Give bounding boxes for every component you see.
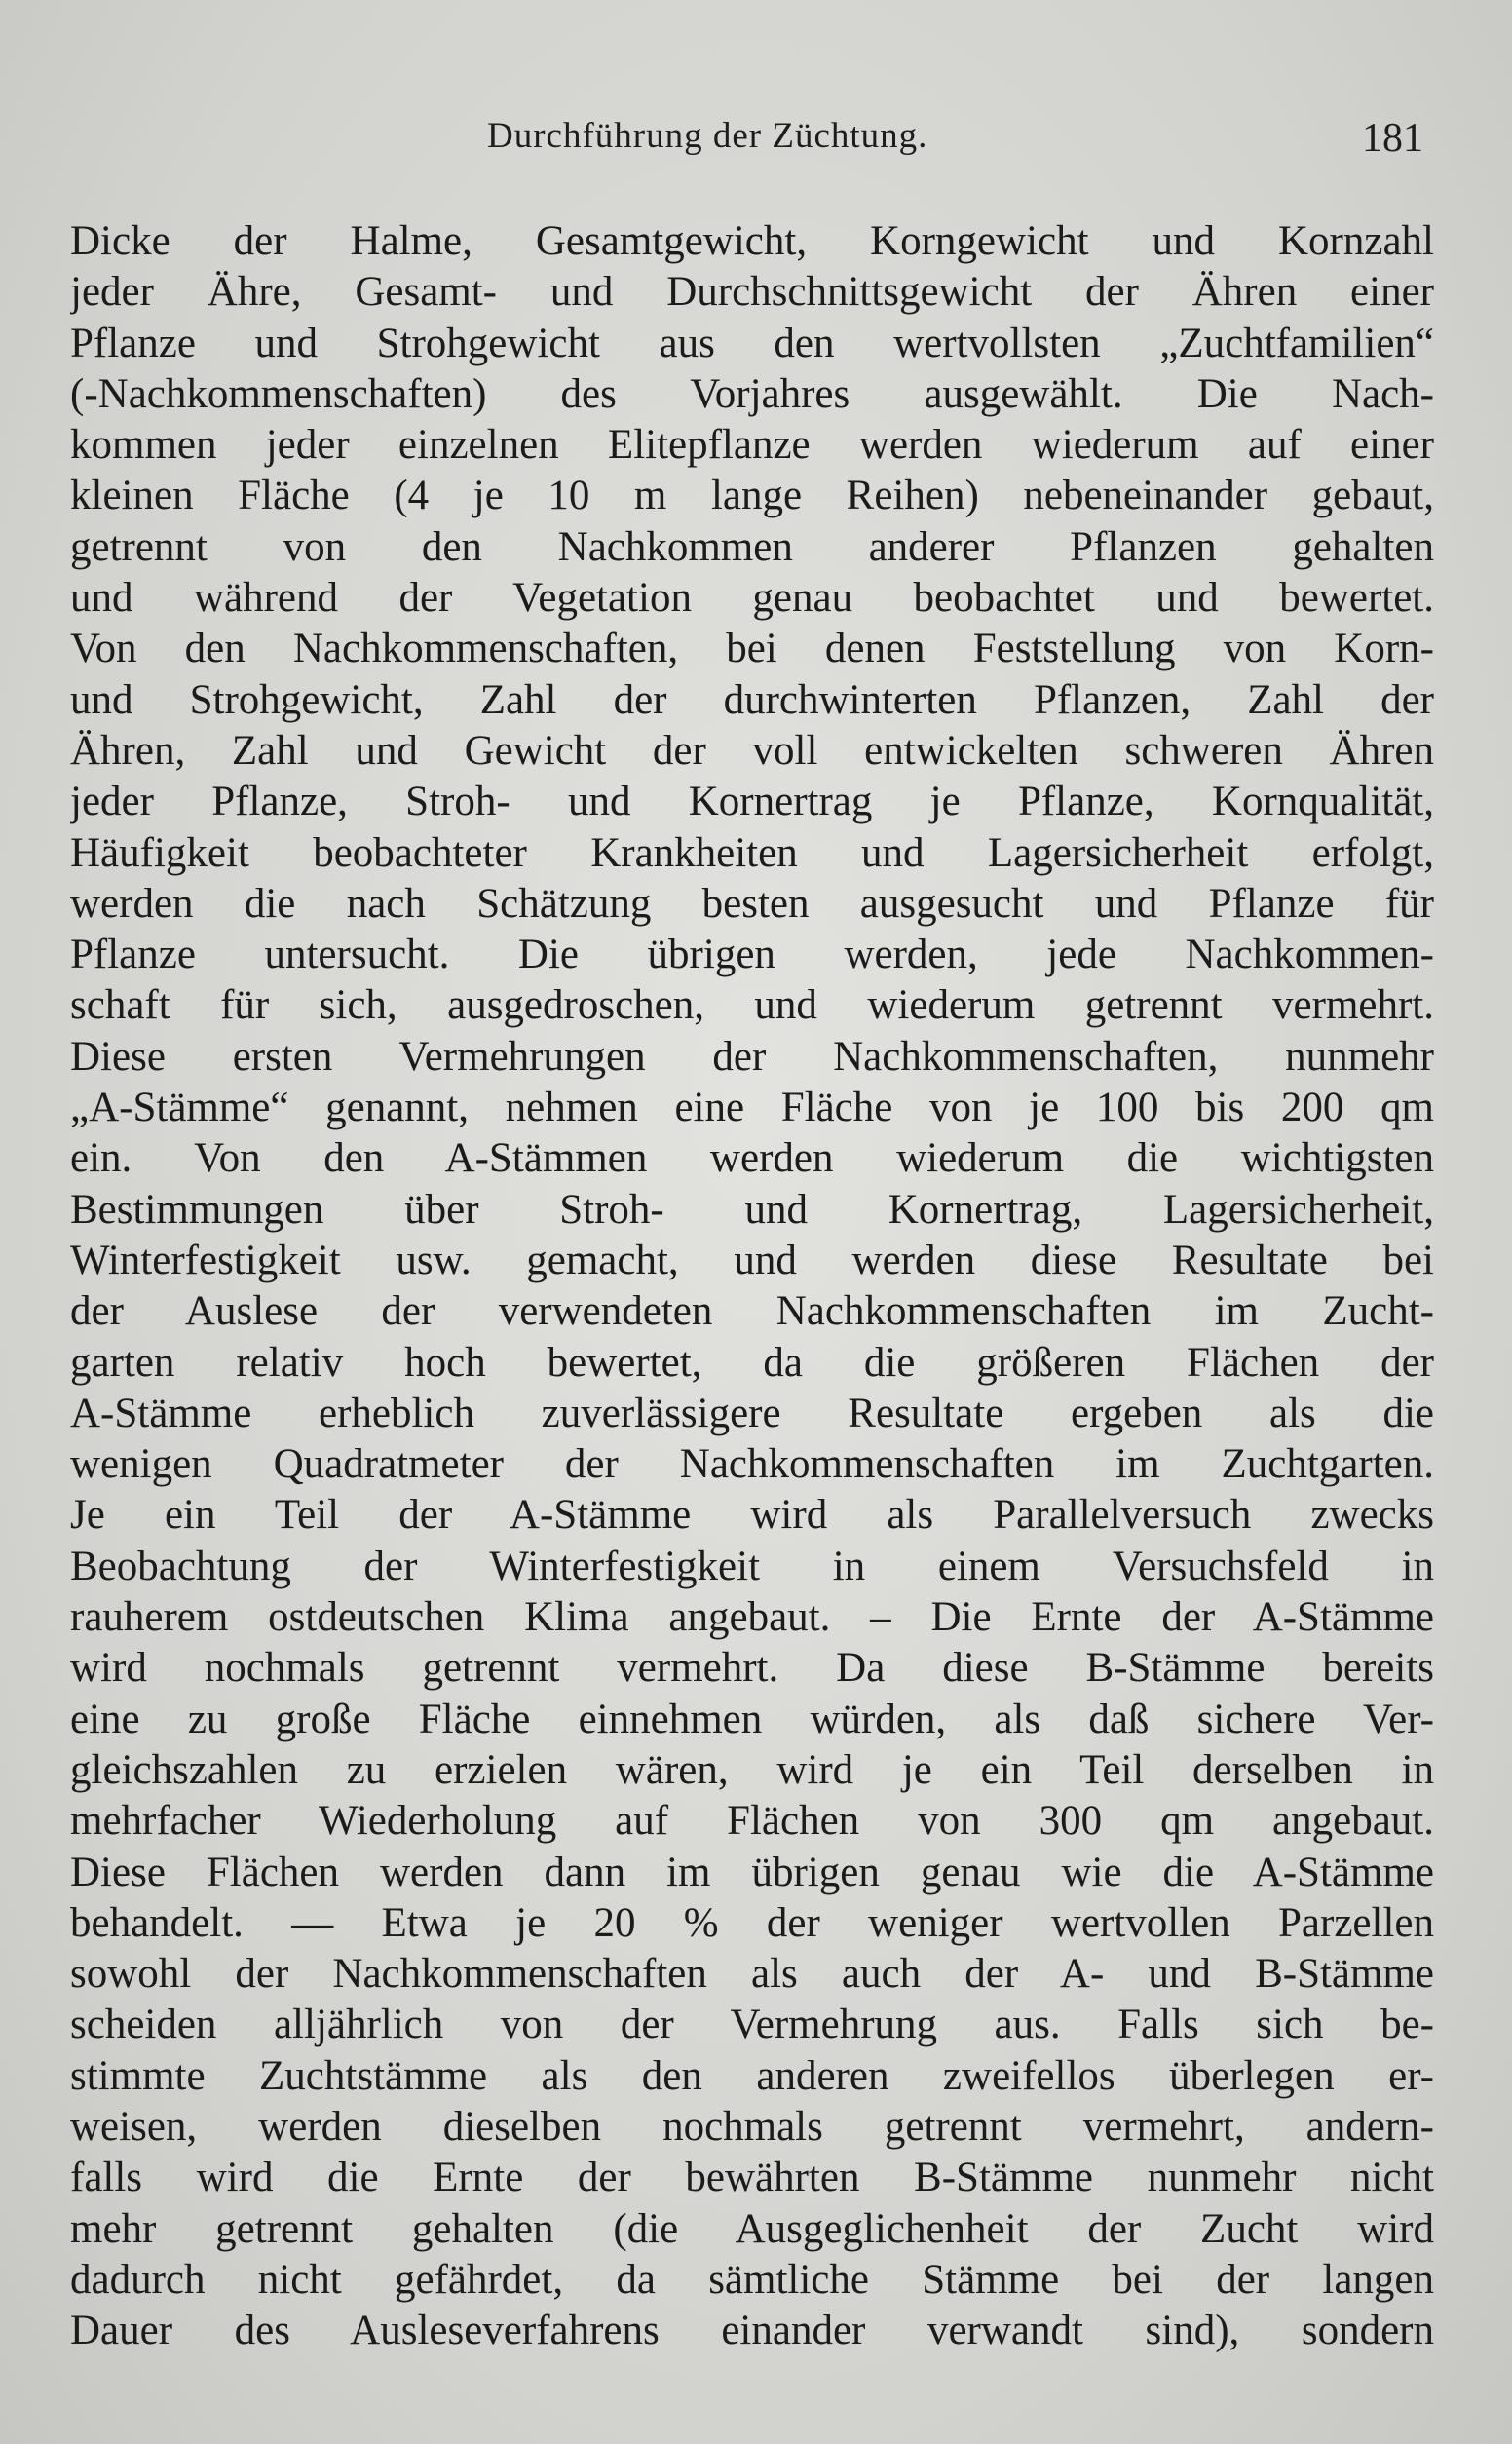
page-number: 181 [1362, 116, 1423, 161]
text-line: eine zu große Fläche einnehmen würden, als daß sichere Ver- [70, 1696, 1434, 1742]
text-line: Häufigkeit beobachteter Krankheiten und Lagersicherheit erfolgt, [70, 829, 1434, 876]
text-line: kommen jeder einzelnen Elitepflanze werden wiederum auf einer [70, 422, 1434, 469]
text-line: „A-Stämme“ genannt, nehmen eine Fläche von je 100 bis 200 qm [70, 1085, 1434, 1131]
running-head: Durchführung der Züchtung. [487, 116, 928, 156]
text-line: falls wird die Ernte der bewährten B-Stämme nunmehr nicht [70, 2155, 1434, 2201]
text-line: mehr getrennt gehalten (die Ausgeglichenheit der Zucht wird [70, 2205, 1434, 2252]
text-line: Pflanze untersucht. Die übrigen werden, jede Nachkommen- [70, 932, 1434, 978]
text-line: schaft für sich, ausgedroschen, und wiederum getrennt vermehrt. [70, 982, 1434, 1029]
text-line: jeder Pflanze, Stroh- und Kornertrag je Pflanze, Kornqualität, [70, 779, 1434, 825]
text-line: Pflanze und Strohgewicht aus den wertvollsten „Zuchtfamilien“ [70, 320, 1434, 366]
text-line: dadurch nicht gefährdet, da sämtliche Stämme bei der langen [70, 2256, 1434, 2303]
text-line: rauherem ostdeutschen Klima angebaut. – Die Ernte der A-Stämme [70, 1594, 1434, 1641]
text-line: Dicke der Halme, Gesamtgewicht, Korngewicht und Kornzahl [70, 218, 1434, 264]
text-line: Diese ersten Vermehrungen der Nachkommenschaften, nunmehr [70, 1033, 1434, 1080]
text-line: Diese Flächen werden dann im übrigen genau wie die A-Stämme [70, 1849, 1434, 1895]
text-line: ein. Von den A-Stämmen werden wiederum die wichtigsten [70, 1135, 1434, 1182]
text-line: der Auslese der verwendeten Nachkommenschaften im Zucht- [70, 1288, 1434, 1335]
text-line: Von den Nachkommenschaften, bei denen Feststellung von Korn- [70, 626, 1434, 672]
text-line: jeder Ähre, Gesamt- und Durchschnittsgewicht der Ähren einer [70, 269, 1434, 316]
text-line: gleichszahlen zu erzielen wären, wird je ein Teil derselben in [70, 1746, 1434, 1793]
text-line: werden die nach Schätzung besten ausgesucht und Pflanze für [70, 880, 1434, 927]
text-line: und Strohgewicht, Zahl der durchwinterten Pflanzen, Zahl der [70, 676, 1434, 723]
text-line: behandelt. — Etwa je 20 % der weniger wertvollen Parzellen [70, 1899, 1434, 1946]
text-line: Ähren, Zahl und Gewicht der voll entwickelten schweren Ähren [70, 727, 1434, 774]
text-line: kleinen Fläche (4 je 10 m lange Reihen) nebeneinander gebaut, [70, 473, 1434, 519]
text-line: wird nochmals getrennt vermehrt. Da diese B-Stämme bereits [70, 1645, 1434, 1692]
text-line: wenigen Quadratmeter der Nachkommenschaften im Zuchtgarten. [70, 1441, 1434, 1488]
text-line: und während der Vegetation genau beobachtet und bewertet. [70, 575, 1434, 622]
text-line: scheiden alljährlich von der Vermehrung aus. Falls sich be- [70, 2002, 1434, 2048]
text-line: Winterfestigkeit usw. gemacht, und werden diese Resultate bei [70, 1237, 1434, 1283]
text-line: garten relativ hoch bewertet, da die größeren Flächen der [70, 1339, 1434, 1386]
text-line: Je ein Teil der A-Stämme wird als Parallelversuch zwecks [70, 1492, 1434, 1539]
text-line: sowohl der Nachkommenschaften als auch der A- und B-Stämme [70, 1951, 1434, 1998]
text-line: getrennt von den Nachkommen anderer Pflanzen gehalten [70, 523, 1434, 570]
text-line: A-Stämme erheblich zuverlässigere Resultate ergeben als die [70, 1390, 1434, 1436]
text-line: Dauer des Ausleseverfahrens einander verwandt sind), sondern [70, 2308, 1434, 2354]
text-line: (-Nachkommenschaften) des Vorjahres ausgewählt. Die Nach- [70, 370, 1434, 417]
text-line: weisen, werden dieselben nochmals getrennt vermehrt, andern- [70, 2103, 1434, 2150]
text-line: stimmte Zuchtstämme als den anderen zweifellos überlegen er- [70, 2052, 1434, 2099]
text-line: mehrfacher Wiederholung auf Flächen von 300 qm angebaut. [70, 1798, 1434, 1845]
text-line: Bestimmungen über Stroh- und Kornertrag, Lagersicherheit, [70, 1186, 1434, 1233]
body-text [70, 216, 1434, 2356]
text-line: Beobachtung der Winterfestigkeit in einem Versuchsfeld in [70, 1543, 1434, 1589]
